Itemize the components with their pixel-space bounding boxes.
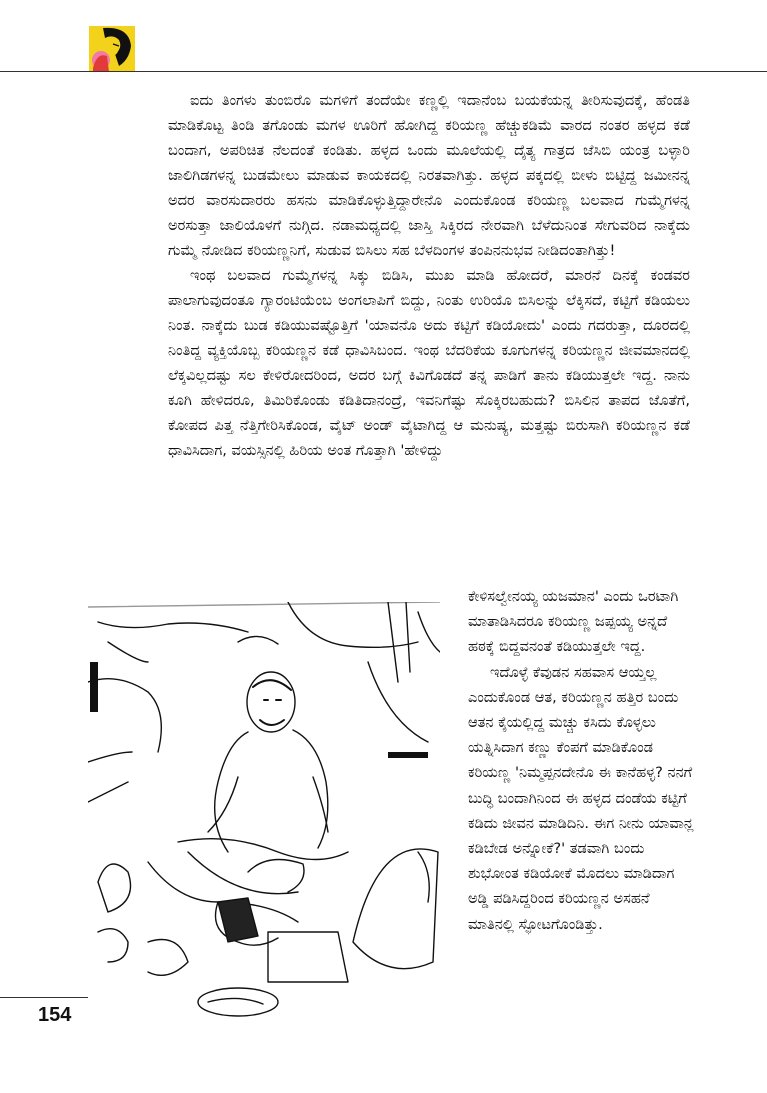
paragraph: ಇಂಥ ಬಲವಾದ ಗುಮ್ಮೆಗಳನ್ನ ಸಿಕ್ಕು ಬಿಡಿಸಿ, ಮುಖ ಮಾಡಿ ಹೋದರೆ, ಮಾರನೆ ದಿನಕ್ಕೆ ಕಂಡವರ ಪಾಲಾಗುವುದಂತೂ ಗ್ಯಾರಂಟಿಯೆಂಬ ಅಂಗಲಾಪಿಗೆ ಬಿದ್ದು, ನಿಂತು ಉರಿಯೊ ಬಿಸಿಲನ್ನು ಲೆಕ್ಕಿಸದೆ, ಕಟ್ಟಿಗೆ ಕಡಿಯಲು ನಿಂತ. ನಾಕ್ಕೆದು ಬುಡ ಕಡಿಯುವಷ್ಟೊತ್ತಿಗೆ 'ಯಾವನೊ ಅದು ಕಟ್ಟಿಗೆ ಕಡಿಯೋದು' ಎಂದು ಗದರುತ್ತಾ, ದೂರದಲ್ಲಿ ನಿಂತಿದ್ದ ವ್ಯಕ್ತಿಯೊಬ್ಬ ಕರಿಯಣ್ಣನ ಕಡೆ ಧಾವಿಸಿಬಂದ. ಇಂಥ ಬೆದರಿಕೆಯ ಕೂಗುಗಳನ್ನ ಕರಿಯಣ್ಣನ ಜೀವಮಾನದಲ್ಲಿ ಲೆಕ್ಕವಿಲ್ಲದಷ್ಟು ಸಲ ಕೇಳಿರೋದರಿಂದ, ಅದರ ಬಗ್ಗೆ ಕಿವಿಗೊಡದೆ ತನ್ನ ಪಾಡಿಗೆ ತಾನು ಕಡಿಯುತ್ತಲೇ ಇದ್ದ. ನಾನು ಕೂಗಿ ಹೇಳಿದರೂ, ತಿಮಿರಿಕೊಂಡು ಕಡಿತಿದಾನಂದ್ರೆ, ಇವನಿಗೆಷ್ಟು ಸೊಕ್ಕಿರಬಹುದು? ಬಿಸಿಲಿನ ತಾಪದ ಜೊತೆಗೆ, ಕೋಪದ ಪಿತ್ತ ನೆತ್ತಿಗೇರಿಸಿಕೊಂಡ, ವೈಟ್ ಅಂಡ್ ವೈಟಾಗಿದ್ದ ಆ ಮನುಷ್ಯ, ಮತ್ತಷ್ಟು ಬಿರುಸಾಗಿ ಕರಿಯಣ್ಣನ ಕಡೆ ಧಾವಿಸಿದಾಗ, ವಯಸ್ಸಿನಲ್ಲಿ ಹಿರಿಯ ಅಂತ ಗೊತ್ತಾಗಿ 'ಹೇಳಿದ್ದು bbox=[168, 267, 690, 459]
paragraph-continued: ಕೇಳಿಸಲ್ವೇನಯ್ಯ ಯಜಮಾನ' ಎಂದು ಒರಟಾಗಿ ಮಾತಾಡಿಸಿದರೂ ಕರಿಯಣ್ಣ ಜಪ್ಪಯ್ಯ ಅನ್ನದೆ ಹಠಕ್ಕೆ ಬಿದ್ದವನಂತೆ ಕಡಿಯುತ್ತಲೇ ಇದ್ದ. bbox=[468, 588, 679, 656]
header-rule bbox=[0, 71, 767, 72]
footer-rule bbox=[0, 997, 88, 998]
illustration-man-sitting-with-dog bbox=[88, 602, 440, 1026]
page-number: 154 bbox=[38, 1004, 72, 1026]
magazine-logo bbox=[89, 26, 135, 72]
story-text-top bbox=[168, 88, 690, 463]
paragraph: ಇದೊಳ್ಳೆ ಕೆವುಡನ ಸಹವಾಸ ಆಯ್ತಲ್ಲ ಎಂದುಕೊಂಡ ಆತ, ಕರಿಯಣ್ಣನ ಹತ್ತಿರ ಬಂದು ಆತನ ಕೈಯಲ್ಲಿದ್ದ ಮಚ್ಚು ಕಸಿದು ಕೊಳ್ಳಲು ಯತ್ನಿಸಿದಾಗ ಕಣ್ಣು ಕೆಂಪಗೆ ಮಾಡಿಕೊಂಡ ಕರಿಯಣ್ಣ 'ನಿಮ್ಮಪ್ಪನದೇನೊ ಈ ಕಾನೆಹಳ್ಳ? ನನಗೆ ಬುದ್ಧಿ ಬಂದಾಗಿನಿಂದ ಈ ಹಳ್ಳದ ದಂಡೆಯ ಕಟ್ಟಿಗೆ ಕಡಿದು ಜೀವನ ಮಾಡಿದಿನಿ. ಈಗ ನೀನು ಯಾವಾನ್ಲ ಕಡಿಬೇಡ ಅನ್ನೋಕೆ?' ತಡವಾಗಿ ಬಂದು ಶುಭೋಂತ ಕಡಿಯೋಕೆ ಮೊದಲು ಮಾಡಿದಾಗ ಅಡ್ಡಿ ಪಡಿಸಿದ್ದರಿಂದ ಕರಿಯಣ್ಣನ ಅಸಹನೆ ಮಾತಿನಲ್ಲಿ ಸ್ಫೋಟಗೊಂಡಿತ್ತು. bbox=[468, 663, 694, 933]
paragraph: ಐದು ತಿಂಗಳು ತುಂಬಿರೊ ಮಗಳಿಗೆ ತಂದೆಯೇ ಕಣ್ಣಲ್ಲಿ ಇದಾನೆಂಬ ಬಯಕೆಯನ್ನ ತೀರಿಸುವುದಕ್ಕೆ, ಹೆಂಡತಿ ಮಾಡಿಕೊಟ್ಟ ತಿಂಡಿ ತಗೊಂಡು ಮಗಳ ಊರಿಗೆ ಹೋಗಿದ್ದ ಕರಿಯಣ್ಣ ಹೆಚ್ಚುಕಡಿಮೆ ವಾರದ ನಂತರ ಹಳ್ಳದ ಕಡೆ ಬಂದಾಗ, ಅಪರಿಚಿತ ನೆಲದಂತೆ ಕಂಡಿತು. ಹಳ್ಳದ ಒಂದು ಮೂಲೆಯಲ್ಲಿ ದೈತ್ಯ ಗಾತ್ರದ ಜೆಸಿಬಿ ಯಂತ್ರ ಬಳ್ಳಾರಿ ಜಾಲಿಗಿಡಗಳನ್ನ ಬುಡಮೇಲು ಮಾಡುವ ಕಾಯಕದಲ್ಲಿ ನಿರತವಾಗಿತ್ತು. ಹಳ್ಳದ ಪಕ್ಕದಲ್ಲಿ ಬೀಳು ಬಿಟ್ಟಿದ್ದ ಜಮೀನನ್ನ ಅದರ ವಾರಸುದಾರರು ಹಸನು ಮಾಡಿಕೊಳ್ಳುತ್ತಿದ್ದಾರೇನೊ ಎಂದುಕೊಂಡ ಕರಿಯಣ್ಣ ಬಲವಾದ ಗುಮ್ಮೆಗಳನ್ನ ಅರಸುತ್ತಾ ಜಾಲಿಯೊಳಗೆ ನುಗ್ಗಿದ. ನಡಾಮಧ್ಯದಲ್ಲಿ ಜಾಸ್ತಿ ಸಿಕ್ಕಿರದ ನೇರವಾಗಿ ಬೆಳೆದುನಿಂತ ಸೇಗುವರಿದ ನಾಕ್ಕೆದು ಗುಮ್ಮೆ ನೋಡಿದ ಕರಿಯಣ್ಣನಿಗೆ, ಸುಡುವ ಬಿಸಿಲು ಸಹ ಬೆಳದಿಂಗಳ ತಂಪಿನನುಭವ ನೀಡಿದಂತಾಗಿತ್ತು! bbox=[168, 92, 690, 259]
story-text-side bbox=[468, 584, 698, 937]
